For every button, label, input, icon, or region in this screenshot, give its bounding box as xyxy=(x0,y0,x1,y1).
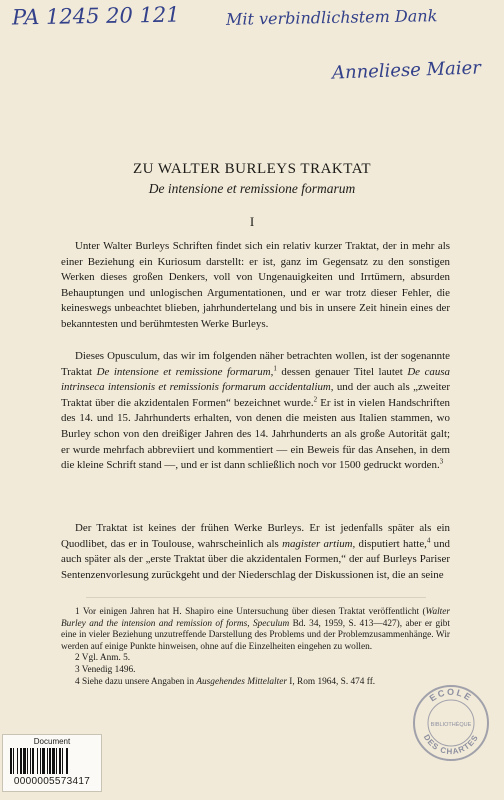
footnote-2 xyxy=(61,653,450,665)
barcode-bar xyxy=(37,748,38,774)
paragraph-text xyxy=(61,349,450,474)
text-run: Dieses Opusculum, das wir im folgenden näher betrachten wollen, ist der sogenannte Traktat xyxy=(61,350,450,378)
barcode-bar xyxy=(47,748,48,774)
article-heading: ZU WALTER BURLEYS TRAKTAT xyxy=(132,161,372,177)
text-run: Er ist in vielen Handschriften des 14. und 15. Jahrhunderts erhalten, von denen die meisten aus Italien stammen, wo Burley schon von den dreißiger Jahren des 14. Jahrhunderts an als große Autorität galt; er wurde mehrfach abbreviiert und kommentiert — ein Beweis für das Ansehen, in dem die kleine Schrift stand —, und er ist dann schließlich noch vor 1500 gedruckt worden. xyxy=(61,396,450,472)
label-type: Document xyxy=(33,737,71,746)
footnote-marker: 3 xyxy=(439,457,444,466)
text-run: magister artium, xyxy=(282,537,356,550)
barcode xyxy=(9,748,95,774)
article-subtitle: De intensione et remissione formarum xyxy=(148,181,356,196)
barcode-bar xyxy=(62,748,63,774)
text-run: De intensione et remissione formarum, xyxy=(96,365,274,378)
section-number: I xyxy=(249,214,255,229)
handwritten-dedication: Mit verbindlichstem Dank xyxy=(225,6,438,29)
body-paragraph-1 xyxy=(61,239,450,333)
barcode-bar xyxy=(27,748,28,774)
barcode-bar xyxy=(17,748,18,774)
handwritten-shelfmark: PA 1245 20 121 xyxy=(11,2,180,30)
text-run: und der auch als „zweiter Traktat über die akzidentalen Formen“ bezeichnet wurde. xyxy=(61,381,450,409)
body-paragraph-2 xyxy=(61,349,450,474)
footnote-marker: 4 xyxy=(426,535,431,544)
label-id: 0000005573417 xyxy=(13,776,91,787)
handwritten-signature: Anneliese Maier xyxy=(331,57,482,84)
barcode-bar xyxy=(30,748,31,774)
footnote-1 xyxy=(61,607,450,653)
text-run: und auch später als der „erste Traktat über die akzidentalen Formen,“ der auf Burleys Pariser Sentenzenvorlesung zurückgeht und der Niederschlag der Diskussionen ist, die an seine xyxy=(61,537,451,581)
barcode-bar xyxy=(49,748,51,774)
barcode-bar xyxy=(32,748,34,774)
text-run: De causa intrinseca intensionis et remissionis formarum accidentalium, xyxy=(61,365,450,394)
text-run: Bd. 34, 1959, S. 413—427), aber er gibt eine in vieler Beziehung unzutreffende Darstellung des Problems und der Problemzusammenhänge. Wir werden auf einige Punkte hinweisen, ohne auf die Einzelheiten eingehen zu wollen. xyxy=(61,618,450,652)
text-run: Unter Walter Burleys Schriften findet sich ein relativ kurzer Traktat, der in mehr als einer Beziehung ein Kuriosum darstellt: er ist, ganz im Gegensatz zu den sonstigen Werken dieses großen Denkers, voll von Ungenauigkeiten und Irrtümern, absurden Behauptungen und unlogischen Argumentationen, und er war trotz dieser Fehler, die keineswegs unbeachtet blieben, jahrhundertelang und bis in unsere Zeit hinein eines der bekanntesten und berühmtesten Werke Burleys. xyxy=(61,240,450,330)
footnote-marker: 1 xyxy=(273,363,277,372)
barcode-bar xyxy=(52,748,55,774)
text-run: disputiert hatte, xyxy=(355,537,427,550)
text-run: 2 Vgl. Anm. 5. xyxy=(75,653,131,664)
paragraph-text xyxy=(61,239,450,333)
barcode-bar xyxy=(13,748,14,774)
barcode-bar xyxy=(42,748,45,774)
barcode-bar xyxy=(23,748,26,774)
text-run: I, Rom 1964, S. 474 ff. xyxy=(286,676,376,687)
barcode-bar xyxy=(66,748,68,774)
text-run: 4 Siehe dazu unsere Angaben in xyxy=(75,676,197,687)
body-paragraph-3 xyxy=(61,521,450,583)
text-run: Walter Burley and the intension and remission of forms, Speculum xyxy=(61,607,450,629)
text-run: Ausgehendes Mittelalter xyxy=(196,676,287,687)
footnote-divider xyxy=(86,597,426,598)
barcode-bar xyxy=(10,748,12,774)
text-run: 1 Vor einigen Jahren hat H. Shapiro eine Untersuchung über diesen Traktat veröffentlicht ( xyxy=(75,607,426,617)
text-run: dessen genauer Titel lautet xyxy=(276,365,408,378)
paragraph-text xyxy=(61,521,450,583)
barcode-bar xyxy=(59,748,61,774)
stamp-center-text: BIBLIOTHÈQUE xyxy=(430,722,472,728)
document-label xyxy=(2,734,102,792)
stamp-bottom-text: DES CHARTES xyxy=(421,732,481,757)
footnote-3 xyxy=(61,665,450,677)
footnote-marker: 2 xyxy=(313,395,318,404)
barcode-bar xyxy=(20,748,22,774)
barcode-bar xyxy=(56,748,57,774)
text-run: Der Traktat ist keines der frühen Werke Burleys. Er ist jedenfalls später als ein Quodlibet, das er in Toulouse, wahrscheinlich als xyxy=(61,522,450,550)
footnotes xyxy=(61,607,450,688)
library-stamp xyxy=(412,684,490,762)
barcode-bar xyxy=(40,748,41,774)
footnote-4 xyxy=(61,677,450,689)
text-run: 3 Venedig 1496. xyxy=(75,664,136,675)
stamp-top-text: ECOLE xyxy=(427,686,475,704)
